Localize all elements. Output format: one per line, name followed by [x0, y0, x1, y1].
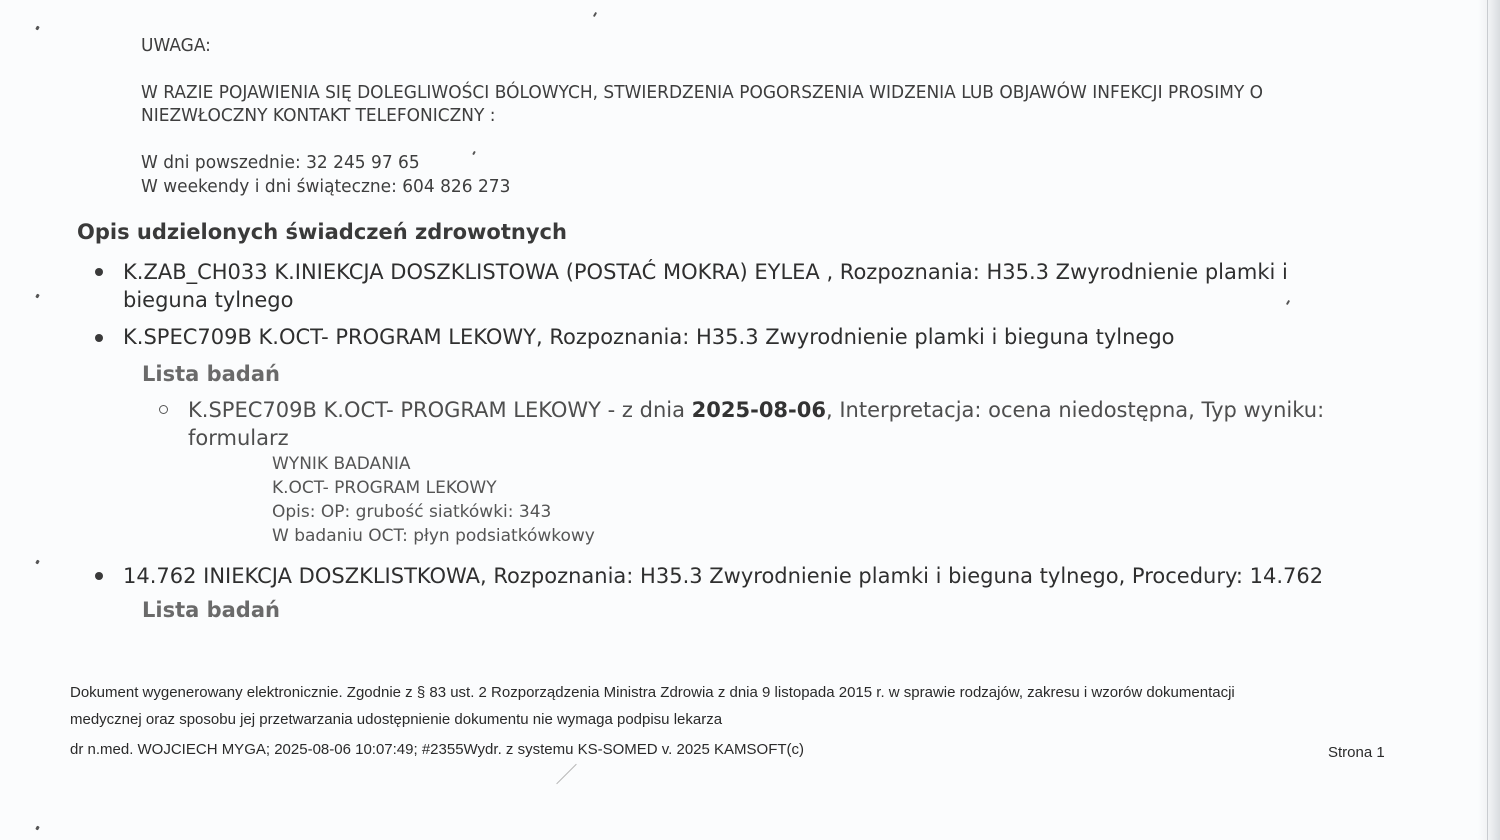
- scan-speck: [35, 294, 40, 299]
- scan-speck: [35, 560, 40, 565]
- service-item-2-line-1: K.SPEC709B K.OCT- PROGRAM LEKOWY, Rozpoznania: H35.3 Zwyrodnienie plamki i bieguna tylnego: [123, 325, 1175, 349]
- scan-speck: [593, 12, 597, 17]
- exam-line-1: [188, 396, 1324, 424]
- footer-legal-line-2: medycznej oraz sposobu jej przetwarzania udostępnienie dokumentu nie wymaga podpisu lekarza: [70, 711, 723, 728]
- pen-stroke-mark: [556, 764, 577, 785]
- exam-interpretation: , Interpretacja: ocena niedostępna, Typ wyniku:: [825, 398, 1325, 422]
- result-finding: W badaniu OCT: płyn podsiatkówkowy: [272, 526, 595, 546]
- scan-speck: [1286, 300, 1290, 305]
- phone-weekend: W weekendy i dni świąteczne: 604 826 273: [141, 176, 511, 198]
- service-item-3-line-1: 14.762 INIEKCJA DOSZKLISTKOWA, Rozpoznania: H35.3 Zwyrodnienie plamki i bieguna tylnego, Procedury: 14.762: [123, 564, 1324, 588]
- footer-signature: dr n.med. WOJCIECH MYGA; 2025-08-06 10:07:49; #2355Wydr. z systemu KS-SOMED v. 2025 KAMSOFT(c): [70, 741, 805, 758]
- bullet-icon: [95, 334, 103, 342]
- service-item-1-line-1: K.ZAB_CH033 K.INIEKCJA DOSZKLISTOWA (POSTAĆ MOKRA) EYLEA , Rozpoznania: H35.3 Zwyrodnienie plamki i: [123, 260, 1288, 284]
- services-title: Opis udzielonych świadczeń zdrowotnych: [77, 220, 567, 244]
- notice-line-2: NIEZWŁOCZNY KONTAKT TELEFONICZNY :: [141, 105, 496, 127]
- scan-speck: [472, 151, 476, 155]
- bullet-icon: [95, 268, 103, 276]
- result-heading: WYNIK BADANIA: [272, 454, 411, 474]
- circle-bullet-icon: [159, 405, 168, 414]
- exam-date: 2025-08-06: [691, 398, 826, 422]
- exam-list-title: Lista badań: [142, 598, 280, 622]
- scan-speck: [35, 26, 40, 31]
- phone-weekday: W dni powszednie: 32 245 97 65: [141, 152, 420, 174]
- bullet-icon: [95, 572, 103, 580]
- exam-name: K.SPEC709B K.OCT- PROGRAM LEKOWY - z dnia: [188, 398, 692, 422]
- scan-speck: [35, 826, 40, 831]
- notice-heading: UWAGA:: [141, 35, 211, 57]
- notice-line-1: W RAZIE POJAWIENIA SIĘ DOLEGLIWOŚCI BÓLOWYCH, STWIERDZENIA POGORSZENIA WIDZENIA LUB OBJAWÓW INFEKCJI PROSIMY O: [141, 82, 1264, 104]
- page-number: Strona 1: [1328, 744, 1385, 761]
- paper-edge-shadow: [1478, 0, 1500, 840]
- exam-line-2: formularz: [188, 426, 289, 450]
- result-exam-name: K.OCT- PROGRAM LEKOWY: [272, 478, 497, 498]
- service-item-1-line-2: bieguna tylnego: [123, 288, 294, 312]
- footer-legal-line-1: Dokument wygenerowany elektronicznie. Zgodnie z § 83 ust. 2 Rozporządzenia Ministra Zdrowia z dnia 9 listopada 2015 r. w sprawie rodzajów, zakresu i wzorów dokumentacji: [70, 684, 1235, 701]
- paper-edge-line: [1487, 0, 1488, 840]
- result-description: Opis: OP: grubość siatkówki: 343: [272, 502, 552, 522]
- exam-list-title: Lista badań: [142, 362, 280, 386]
